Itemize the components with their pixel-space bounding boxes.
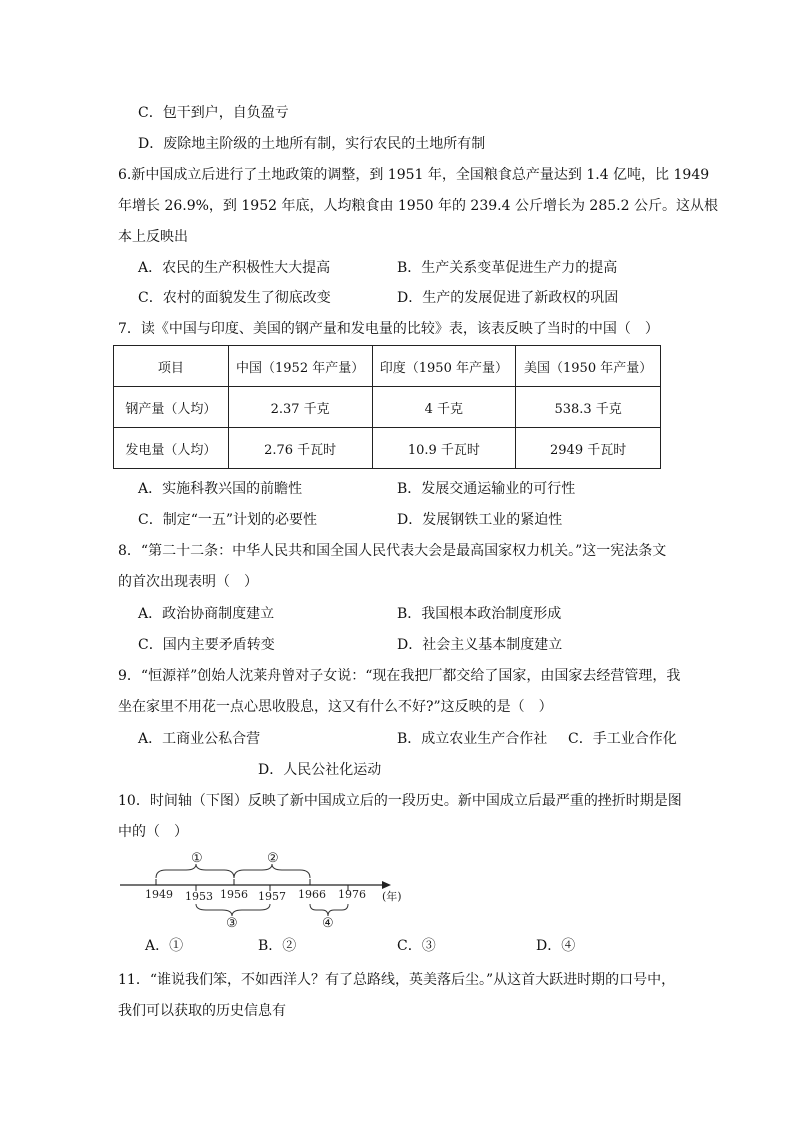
timeline-diagram bbox=[110, 848, 410, 928]
q11-stem-line-1: 11．“谁说我们笨，不如西洋人？有了总路线，英美落后尘。”从这首大跃进时期的口号中， bbox=[118, 972, 676, 988]
q9-option-b: B．成立农业生产合作社 bbox=[397, 731, 548, 747]
year-label: 1953 bbox=[185, 890, 213, 903]
table-cell: 2.37 千克 bbox=[228, 387, 372, 428]
year-label: 1956 bbox=[220, 888, 248, 901]
q5-option-c: C．包干到户，自负盈亏 bbox=[138, 105, 289, 121]
q8-option-a: A．政治协商制度建立 bbox=[138, 606, 275, 622]
q10-option-d: D．④ bbox=[536, 938, 576, 954]
brace-4 bbox=[310, 904, 348, 916]
q6-option-b: B．生产关系变革促进生产力的提高 bbox=[397, 260, 618, 276]
q6-stem-line-2: 年增长 26.9%，到 1952 年底，人均粮食由 1950 年的 239.4 公斤增长为 285.2 公斤。这从根 bbox=[118, 198, 718, 214]
q9-option-c: C．手工业合作化 bbox=[568, 731, 677, 747]
timeline-mark-2: ② bbox=[267, 851, 279, 866]
timeline-mark-4: ④ bbox=[322, 916, 334, 928]
q10-stem-line-1: 10．时间轴（下图）反映了新中国成立后的一段历史。新中国成立后最严重的挫折时期是图 bbox=[118, 793, 682, 809]
table-header-cell: 项目 bbox=[114, 346, 229, 387]
timeline-mark-3: ③ bbox=[226, 916, 238, 928]
q7-stem: 7．读《中国与印度、美国的钢产量和发电量的比较》表，该表反映了当时的中国（ ） bbox=[118, 321, 659, 337]
q6-stem-line-3: 本上反映出 bbox=[118, 229, 188, 245]
q7-option-c: C．制定“一五”计划的必要性 bbox=[138, 512, 318, 528]
q5-option-d: D．废除地主阶级的土地所有制，实行农民的土地所有制 bbox=[138, 136, 486, 152]
year-label: 1976 bbox=[338, 888, 366, 901]
axis-unit-label: (年) bbox=[382, 890, 402, 903]
q6-option-a: A．农民的生产积极性大大提高 bbox=[138, 260, 331, 276]
q9-stem-line-2: 坐在家里不用花一点心思收股息，这又有什么不好?”这反映的是（ ） bbox=[118, 699, 553, 715]
q10-option-a: A．① bbox=[145, 938, 184, 954]
table-header-cell: 中国（1952 年产量） bbox=[228, 346, 372, 387]
table-row bbox=[114, 428, 661, 469]
q8-option-c: C．国内主要矛盾转变 bbox=[138, 637, 275, 653]
q7-option-a: A．实施科教兴国的前瞻性 bbox=[138, 481, 303, 497]
q7-option-b: B．发展交通运输业的可行性 bbox=[397, 481, 576, 497]
year-label: 1949 bbox=[145, 888, 173, 901]
comparison-table bbox=[113, 345, 661, 469]
brace-1 bbox=[156, 864, 234, 878]
q9-option-a: A．工商业公私合营 bbox=[138, 731, 261, 747]
q9-stem-line-1: 9．“恒源祥”创始人沈莱舟曾对子女说：“现在我把厂都交给了国家，由国家去经营管理，我 bbox=[118, 668, 681, 684]
q6-option-d: D．生产的发展促进了新政权的巩固 bbox=[397, 290, 619, 306]
q9-option-d: D．人民公社化运动 bbox=[258, 762, 382, 778]
table-header-cell: 印度（1950 年产量） bbox=[372, 346, 516, 387]
year-label: 1957 bbox=[258, 890, 286, 903]
axis-arrow bbox=[382, 881, 391, 889]
q6-stem-line-1: 6.新中国成立后进行了土地政策的调整，到 1951 年，全国粮食总产量达到 1.4 亿吨，比 1949 bbox=[118, 167, 710, 183]
table-cell: 4 千克 bbox=[372, 387, 516, 428]
q6-option-c: C．农村的面貌发生了彻底改变 bbox=[138, 290, 331, 306]
table-cell: 2.76 千瓦时 bbox=[228, 428, 372, 469]
table-cell: 538.3 千克 bbox=[516, 387, 661, 428]
table-cell: 2949 千瓦时 bbox=[516, 428, 661, 469]
table-cell: 10.9 千瓦时 bbox=[372, 428, 516, 469]
table-row bbox=[114, 387, 661, 428]
q10-option-c: C．③ bbox=[397, 938, 436, 954]
q7-option-d: D．发展钢铁工业的紧迫性 bbox=[397, 512, 563, 528]
q8-stem-line-2: 的首次出现表明（ ） bbox=[118, 574, 258, 590]
year-label: 1966 bbox=[298, 888, 326, 901]
table-header-cell: 美国（1950 年产量） bbox=[516, 346, 661, 387]
table-cell: 钢产量（人均） bbox=[114, 387, 229, 428]
table-cell: 发电量（人均） bbox=[114, 428, 229, 469]
q8-stem-line-1: 8．“第二十二条：中华人民共和国全国人民代表大会是最高国家权力机关。”这一宪法条文 bbox=[118, 543, 667, 559]
q8-option-b: B．我国根本政治制度形成 bbox=[397, 606, 562, 622]
q11-stem-line-2: 我们可以获取的历史信息有 bbox=[118, 1003, 286, 1019]
table-header-row bbox=[114, 346, 661, 387]
q10-option-b: B．② bbox=[258, 938, 297, 954]
brace-3 bbox=[196, 904, 270, 916]
q8-option-d: D．社会主义基本制度建立 bbox=[397, 637, 563, 653]
brace-2 bbox=[234, 864, 310, 878]
timeline-mark-1: ① bbox=[191, 851, 203, 866]
q10-stem-line-2: 中的（ ） bbox=[118, 824, 188, 840]
